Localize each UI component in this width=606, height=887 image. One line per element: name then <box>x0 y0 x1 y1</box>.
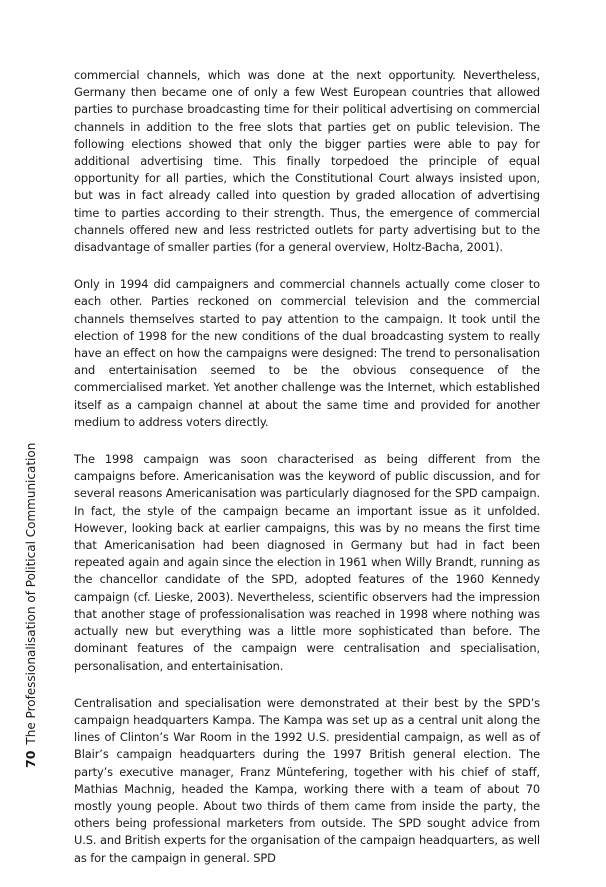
paragraph-2: Only in 1994 did campaigners and commercial channels actually come closer to each other. Parties reckoned on commercial television and the commercial channels themselves started to pay attention to the campaign. It took until the election of 1998 for the new conditions of the dual broadcasting system to really have an effect on how the campaigns were designed: The trend to personalisation and entertainisation seemed to be the obvious consequence of the commercialised market. Yet another challenge was the Internet, which established itself as a campaign channel at about the same time and provided for another medium to address voters directly. <box>74 277 540 429</box>
body-text <box>74 67 540 887</box>
paragraph-4: Centralisation and specialisation were demonstrated at their best by the SPD’s campaign headquarters Kampa. The Kampa was set up as a central unit along the lines of Clinton’s War Room in the 1992 U.S. presidential campaign, as well as of Blair’s campaign headquarters during the 1997 British general election. The party’s executive manager, Franz Müntefering, together with his chief of staff, Mathias Machnig, headed the Kampa, working there with a team of about 70 mostly young people. About two thirds of them came from inside the party, the others being professional marketers from outside. The SPD sought advice from U.S. and British experts for the organisation of the campaign headquarters, as well as for the campaign in general. SPD <box>74 695 540 865</box>
running-title: The Professionalisation of Political Communication <box>24 442 38 745</box>
vertical-running-header <box>24 443 38 768</box>
paragraph-3: The 1998 campaign was soon characterised as being different from the campaigns before. Americanisation was the keyword of public discussion, and for several reasons Americanisation was particularly diagnosed for the SPD campaign. In fact, the style of the campaign became an important issue as it unfolded. However, looking back at earlier campaigns, this was by no means the first time that Americanisation had been diagnosed in Germany but had in fact been repeated again and again since the election in 1961 when Willy Brandt, running as the chancellor candidate of the SPD, adopted features of the 1960 Kennedy campaign (cf. Lieske, 2003). Nevertheless, scientific observers had the impression that another stage of professionalisation was reached in 1998 where nothing was actually new but everything was a little more sophisticated than before. The dominant features of the campaign were centralisation and specialisation, personalisation, and entertainisation. <box>74 452 540 673</box>
page-number: 70 <box>23 750 38 768</box>
paragraph-1: commercial channels, which was done at the next opportunity. Nevertheless, Germany then became one of only a few West European countries that allowed parties to purchase broadcasting time for their political advertising on commercial channels in addition to the free slots that parties get on public television. The following elections showed that only the bigger parties were able to pay for additional advertising time. This finally torpedoed the principle of equal opportunity for all parties, which the Constitutional Court always insisted upon, but was in fact already called into question by graded allocation of advertising time to parties according to their strength. Thus, the emergence of commercial channels offered new and less restricted outlets for party advertising but to the disadvantage of smaller parties (for a general overview, Holtz-Bacha, 2001). <box>74 68 540 255</box>
